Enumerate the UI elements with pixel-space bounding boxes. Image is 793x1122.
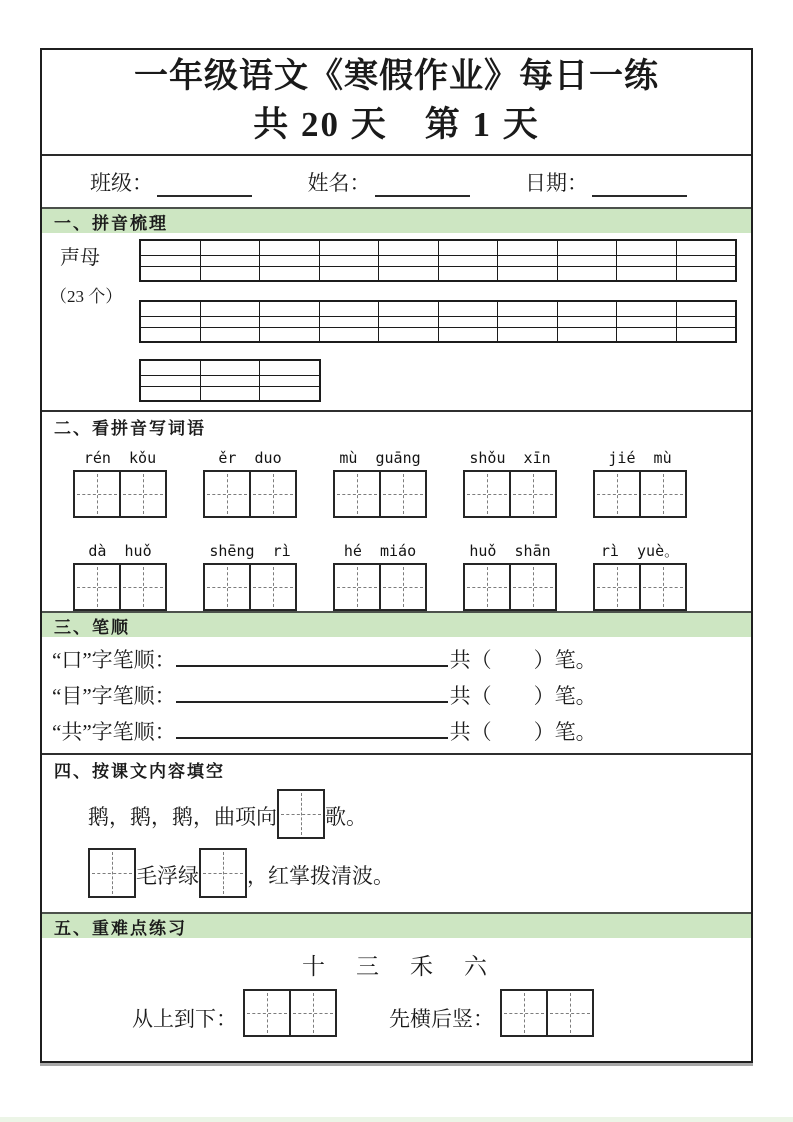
- tianzige-cell[interactable]: [249, 470, 297, 518]
- pinyin-grid-row: [141, 241, 735, 256]
- tianzige-cell[interactable]: [379, 470, 427, 518]
- tianzige-cell[interactable]: [333, 470, 381, 518]
- word-unit: [592, 448, 688, 518]
- tianzige-cell[interactable]: [463, 470, 511, 518]
- poem-line1-prefix: 鹅，鹅，鹅，曲项向: [88, 805, 277, 829]
- pinyin-label: huǒ shān: [469, 542, 551, 560]
- practice-question-label: 先横后竖：: [389, 1007, 494, 1031]
- worksheet-page: [40, 48, 753, 1063]
- stroke-count-suffix: 共（ ）笔。: [449, 684, 597, 708]
- pinyin-grid-cell[interactable]: [677, 302, 736, 317]
- pinyin-grid-cell[interactable]: [558, 328, 618, 341]
- word-unit: [332, 448, 428, 518]
- pinyin-grid-cell[interactable]: [320, 328, 380, 341]
- poem-line-2: [42, 848, 751, 898]
- pinyin-grid-cell[interactable]: [498, 302, 558, 317]
- poem-line2-middle: 毛浮绿: [136, 864, 199, 888]
- name-blank[interactable]: [375, 173, 470, 197]
- stroke-order-blank[interactable]: [176, 677, 448, 703]
- section2-header: 二、看拼音写词语: [42, 410, 751, 440]
- practice-question-label: 从上到下：: [132, 1007, 237, 1031]
- tianzige-cell[interactable]: [203, 563, 251, 611]
- tianzige-cell[interactable]: [593, 470, 641, 518]
- tianzige-cell[interactable]: [509, 563, 557, 611]
- pinyin-grid-cell[interactable]: [201, 256, 261, 267]
- section5-header: 五、重难点练习: [42, 912, 751, 938]
- character-writing-box: [333, 470, 427, 518]
- pinyin-grid-cell[interactable]: [617, 256, 677, 267]
- fill-box-1[interactable]: [277, 789, 325, 839]
- pinyin-grid-cell[interactable]: [379, 241, 439, 256]
- text-fill-area: [42, 789, 751, 912]
- date-label: 日期：: [525, 170, 588, 195]
- pinyin-grid-row: [141, 256, 735, 267]
- character-writing-box: [203, 563, 297, 611]
- pinyin-grid-cell[interactable]: [201, 267, 261, 280]
- pinyin-grid-cell[interactable]: [558, 302, 618, 317]
- pinyin-grid-cell[interactable]: [379, 267, 439, 280]
- pinyin-grid-cell[interactable]: [558, 267, 618, 280]
- tianzige-cell[interactable]: [289, 989, 337, 1037]
- word-unit: [202, 448, 298, 518]
- pinyin-grid-cell[interactable]: [558, 256, 618, 267]
- character-writing-box: [73, 563, 167, 611]
- pinyin-grid-cell[interactable]: [141, 387, 201, 400]
- word-unit: [202, 541, 298, 611]
- stroke-order-row: [42, 713, 751, 749]
- pinyin-grid-cell[interactable]: [498, 256, 558, 267]
- character-writing-box: [593, 470, 687, 518]
- pinyin-grid-cell[interactable]: [141, 267, 201, 280]
- practice-questions-row: [42, 989, 751, 1037]
- pinyin-grid-cell[interactable]: [439, 256, 499, 267]
- pinyin-grid-cell[interactable]: [617, 267, 677, 280]
- pinyin-grid-row: [141, 267, 735, 280]
- pinyin-grid-row: [141, 317, 735, 328]
- title-line-1: 一年级语文《寒假作业》每日一练: [134, 58, 659, 95]
- pinyin-grid-cell[interactable]: [617, 328, 677, 341]
- pinyin-grid-cell[interactable]: [260, 302, 320, 317]
- pinyin-grid-cell[interactable]: [201, 376, 261, 387]
- class-field: [90, 167, 252, 197]
- name-field: [308, 167, 470, 197]
- tianzige-cell[interactable]: [639, 563, 687, 611]
- pinyin-label: mù guāng: [339, 449, 421, 467]
- page-bottom-strip: [0, 1117, 793, 1122]
- pinyin-grid-cell[interactable]: [677, 317, 736, 328]
- shengmu-label: 声母: [60, 247, 100, 269]
- word-unit: [462, 448, 558, 518]
- pinyin-grid-cell[interactable]: [260, 376, 319, 387]
- student-info-row: [42, 156, 751, 207]
- pinyin-grid-cell[interactable]: [558, 317, 618, 328]
- pinyin-grid-cell[interactable]: [201, 302, 261, 317]
- pinyin-grid-cell[interactable]: [439, 302, 499, 317]
- pinyin-grid-cell[interactable]: [201, 387, 261, 400]
- pinyin-grid-cell[interactable]: [201, 361, 261, 376]
- word-writing-area: [42, 448, 751, 611]
- pinyin-grid-cell[interactable]: [677, 267, 736, 280]
- character-writing-box: [463, 470, 557, 518]
- pinyin-grid-cell[interactable]: [677, 256, 736, 267]
- pinyin-grid-cell[interactable]: [141, 317, 201, 328]
- pinyin-label: rén kǒu: [83, 449, 157, 467]
- shengmu-count-label: （23 个）: [50, 287, 123, 306]
- pinyin-grid-cell[interactable]: [498, 241, 558, 256]
- stroke-order-blank[interactable]: [176, 713, 448, 739]
- character-writing-box: [333, 563, 427, 611]
- word-unit: [332, 541, 428, 611]
- character-writing-box: [73, 470, 167, 518]
- pinyin-label: jié mù: [608, 449, 672, 467]
- pinyin-grid-cell[interactable]: [379, 302, 439, 317]
- shengmu-label-block: [50, 241, 136, 307]
- stroke-order-blank[interactable]: [176, 641, 448, 667]
- pinyin-grid: [139, 239, 737, 282]
- word-unit: [72, 541, 168, 611]
- pinyin-grid-cell[interactable]: [379, 256, 439, 267]
- character-writing-box: [463, 563, 557, 611]
- pinyin-label: dà huǒ: [88, 542, 152, 560]
- worksheet-title-block: [42, 50, 751, 156]
- fill-box-3[interactable]: [199, 848, 247, 898]
- pinyin-grid-row: [141, 387, 319, 400]
- word-unit: [462, 541, 558, 611]
- stroke-count-suffix: 共（ ）笔。: [449, 720, 597, 744]
- pinyin-label: ěr duo: [218, 449, 282, 467]
- pinyin-grid-cell[interactable]: [677, 328, 736, 341]
- pinyin-grid-cell[interactable]: [320, 256, 380, 267]
- pinyin-grid-cell[interactable]: [260, 317, 320, 328]
- pinyin-label: hé miáo: [343, 542, 417, 560]
- pinyin-label: rì yuè。: [600, 542, 680, 560]
- tianzige-cell[interactable]: [509, 470, 557, 518]
- pinyin-grid-cell[interactable]: [141, 361, 201, 376]
- section1-header: 一、拼音梳理: [42, 207, 751, 233]
- pinyin-grid-cell[interactable]: [379, 328, 439, 341]
- character-writing-box: [203, 470, 297, 518]
- pinyin-grid-row: [141, 361, 319, 376]
- stroke-order-label: “目”字笔顺：: [52, 684, 176, 708]
- pinyin-grid-cell[interactable]: [439, 317, 499, 328]
- poem-line2-suffix: ，红掌拨清波。: [247, 864, 394, 888]
- poem-line1-suffix: 歌。: [325, 805, 367, 829]
- tianzige-cell[interactable]: [73, 563, 121, 611]
- pinyin-grid-cell[interactable]: [320, 241, 380, 256]
- stroke-order-area: [42, 637, 751, 753]
- stroke-order-row: [42, 677, 751, 713]
- tianzige-cell[interactable]: [593, 563, 641, 611]
- tianzige-cell[interactable]: [203, 470, 251, 518]
- pinyin-grid-cell[interactable]: [260, 267, 320, 280]
- fill-box-2[interactable]: [88, 848, 136, 898]
- pinyin-grid-row: [141, 328, 735, 341]
- word-unit: [592, 541, 688, 611]
- pinyin-grid-cell[interactable]: [558, 241, 618, 256]
- tianzige-cell[interactable]: [333, 563, 381, 611]
- pinyin-grid-cell[interactable]: [201, 328, 261, 341]
- pinyin-grid-cell[interactable]: [260, 387, 319, 400]
- pinyin-grid-cell[interactable]: [439, 328, 499, 341]
- pinyin-grid-row: [141, 302, 735, 317]
- stroke-order-label: “共”字笔顺：: [52, 720, 176, 744]
- poem-line-1: [42, 789, 751, 839]
- pinyin-label: shēng rì: [209, 542, 291, 560]
- tianzige-cell[interactable]: [249, 563, 297, 611]
- stroke-order-row: [42, 641, 751, 677]
- pinyin-grid-cell[interactable]: [141, 241, 201, 256]
- section4-header: 四、按课文内容填空: [42, 753, 751, 783]
- practice-question: [389, 989, 594, 1037]
- pinyin-grid: [139, 300, 737, 343]
- pinyin-grid-cell[interactable]: [320, 302, 380, 317]
- pinyin-grid-cell[interactable]: [141, 328, 201, 341]
- pinyin-grid-cell[interactable]: [260, 256, 320, 267]
- tianzige-cell[interactable]: [119, 563, 167, 611]
- pinyin-grid: [139, 359, 321, 402]
- name-label: 姓名：: [307, 170, 371, 195]
- answer-writing-box: [500, 989, 594, 1037]
- pinyin-grid-cell[interactable]: [617, 302, 677, 317]
- pinyin-grid-cell[interactable]: [617, 241, 677, 256]
- class-blank[interactable]: [157, 173, 252, 197]
- practice-characters: 十 三 禾 六: [302, 954, 491, 979]
- pinyin-grid-cell[interactable]: [498, 267, 558, 280]
- tianzige-cell[interactable]: [73, 470, 121, 518]
- pinyin-review-area: [42, 233, 751, 410]
- pinyin-grid-cell[interactable]: [320, 317, 380, 328]
- pinyin-grid-cell[interactable]: [439, 267, 499, 280]
- stroke-count-suffix: 共（ ）笔。: [449, 648, 597, 672]
- tianzige-cell[interactable]: [463, 563, 511, 611]
- pinyin-grid-cell[interactable]: [141, 256, 201, 267]
- pinyin-grid-cell[interactable]: [201, 317, 261, 328]
- pinyin-label: shǒu xīn: [469, 449, 551, 467]
- pinyin-grid-cell[interactable]: [498, 317, 558, 328]
- pinyin-grid-cell[interactable]: [260, 241, 320, 256]
- pinyin-grid-cell[interactable]: [320, 267, 380, 280]
- date-blank[interactable]: [592, 173, 687, 197]
- pinyin-grid-cell[interactable]: [617, 317, 677, 328]
- tianzige-cell[interactable]: [639, 470, 687, 518]
- pinyin-grid-cell[interactable]: [260, 328, 320, 341]
- stroke-order-label: “口”字笔顺：: [52, 648, 176, 672]
- answer-writing-box: [243, 989, 337, 1037]
- key-points-area: [42, 948, 751, 1058]
- section3-header: 三、笔顺: [42, 611, 751, 637]
- pinyin-grid-cell[interactable]: [439, 241, 499, 256]
- pinyin-grid-row: [141, 376, 319, 387]
- tianzige-cell[interactable]: [119, 470, 167, 518]
- class-label: 班级：: [90, 170, 153, 195]
- pinyin-grid-cell[interactable]: [379, 317, 439, 328]
- tianzige-cell[interactable]: [500, 989, 548, 1037]
- tianzige-cell[interactable]: [379, 563, 427, 611]
- tianzige-cell[interactable]: [243, 989, 291, 1037]
- practice-question: [132, 989, 337, 1037]
- word-row: [42, 448, 751, 518]
- pinyin-grid-group: [139, 239, 737, 402]
- date-field: [525, 167, 687, 197]
- pinyin-grid-cell[interactable]: [677, 241, 736, 256]
- pinyin-grid-cell[interactable]: [498, 328, 558, 341]
- pinyin-grid-cell[interactable]: [201, 241, 261, 256]
- word-unit: [72, 448, 168, 518]
- pinyin-grid-cell[interactable]: [141, 376, 201, 387]
- title-line-2: 共 20 天 第 1 天: [253, 105, 540, 144]
- tianzige-cell[interactable]: [546, 989, 594, 1037]
- character-writing-box: [593, 563, 687, 611]
- word-row: [42, 541, 751, 611]
- pinyin-grid-cell[interactable]: [260, 361, 319, 376]
- pinyin-grid-cell[interactable]: [141, 302, 201, 317]
